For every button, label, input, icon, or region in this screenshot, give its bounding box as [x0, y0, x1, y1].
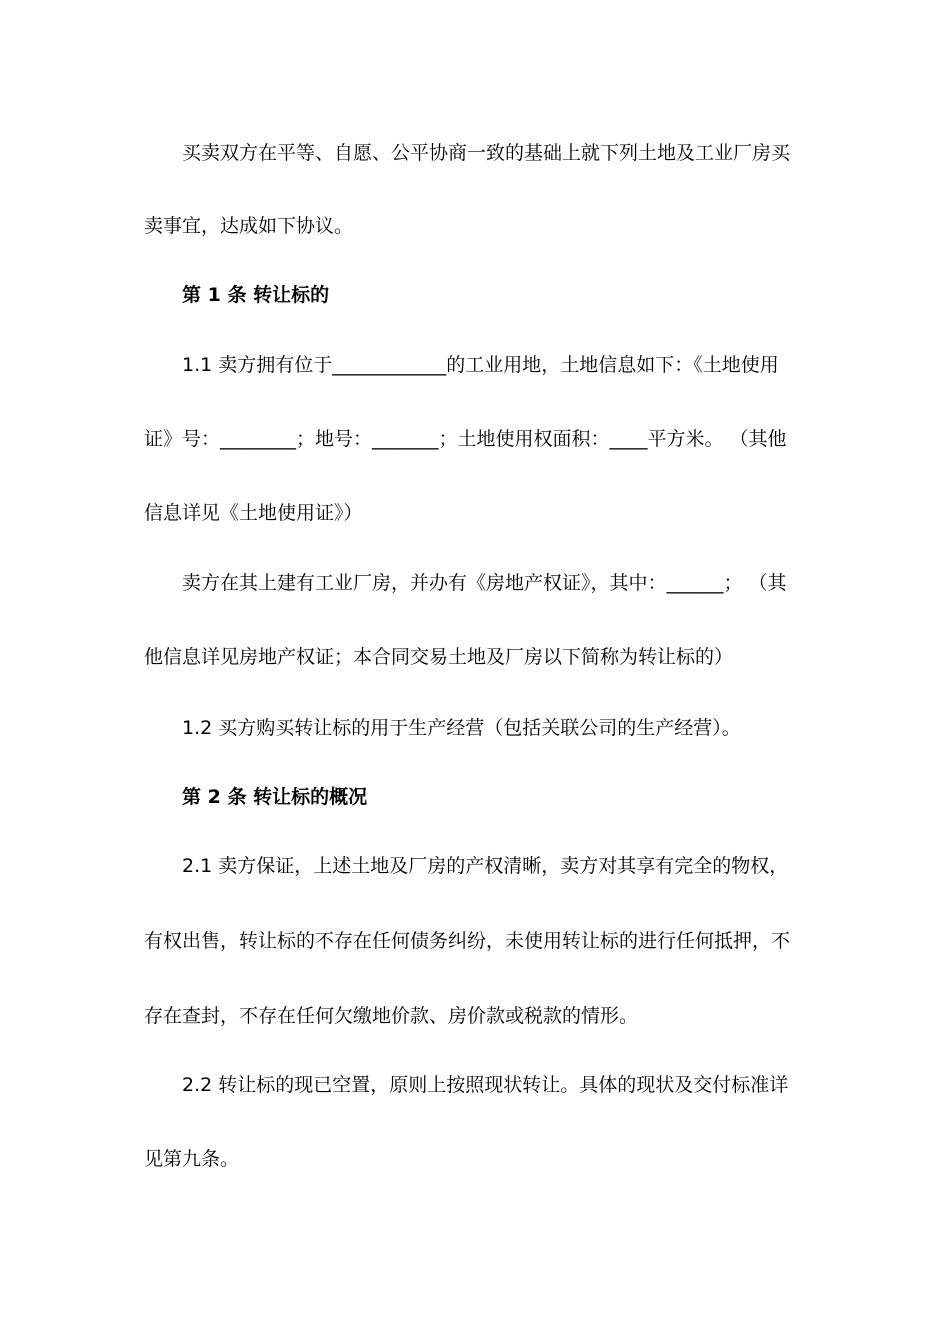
clause-2-1-line-3: 存在查封，不存在任何欠缴地价款、房价款或税款的情形。	[144, 1005, 639, 1027]
article-1-heading: 第 1 条 转让标的	[182, 284, 330, 306]
clause-1-1-line-2: 证》号：________；地号：_______；土地使用权面积：____平方米。 （其他	[144, 428, 787, 450]
building-line-2: 他信息详见房地产权证；本合同交易土地及厂房以下简称为转让标的）	[144, 646, 734, 668]
clause-2-2-line-1: 2.2 转让标的现已空置，原则上按照现状转让。具体的现状及交付标准详	[182, 1074, 789, 1096]
clause-2-1-line-1: 2.1 卖方保证，上述土地及厂房的产权清晰，卖方对其享有完全的物权，	[182, 855, 789, 877]
clause-1-2: 1.2 买方购买转让标的用于生产经营（包括关联公司的生产经营）。	[182, 717, 741, 739]
clause-1-1-line-3: 信息详见《土地使用证》）	[144, 502, 363, 524]
clause-2-1-line-2: 有权出售，转让标的不存在任何债务纠纷，未使用转让标的进行任何抵押，不	[144, 930, 791, 952]
article-2-heading: 第 2 条 转让标的概况	[182, 786, 368, 808]
clause-1-1-line-1: 1.1 卖方拥有位于____________的工业用地，土地信息如下：《土地使用	[182, 354, 779, 376]
clause-2-2-line-2: 见第九条。	[144, 1148, 240, 1170]
intro-line-2: 卖事宜，达成如下协议。	[144, 215, 354, 237]
intro-line-1: 买卖双方在平等、自愿、公平协商一致的基础上就下列土地及工业厂房买	[182, 142, 791, 164]
building-line-1: 卖方在其上建有工业厂房，并办有《房地产权证》，其中：______； （其	[182, 572, 787, 594]
